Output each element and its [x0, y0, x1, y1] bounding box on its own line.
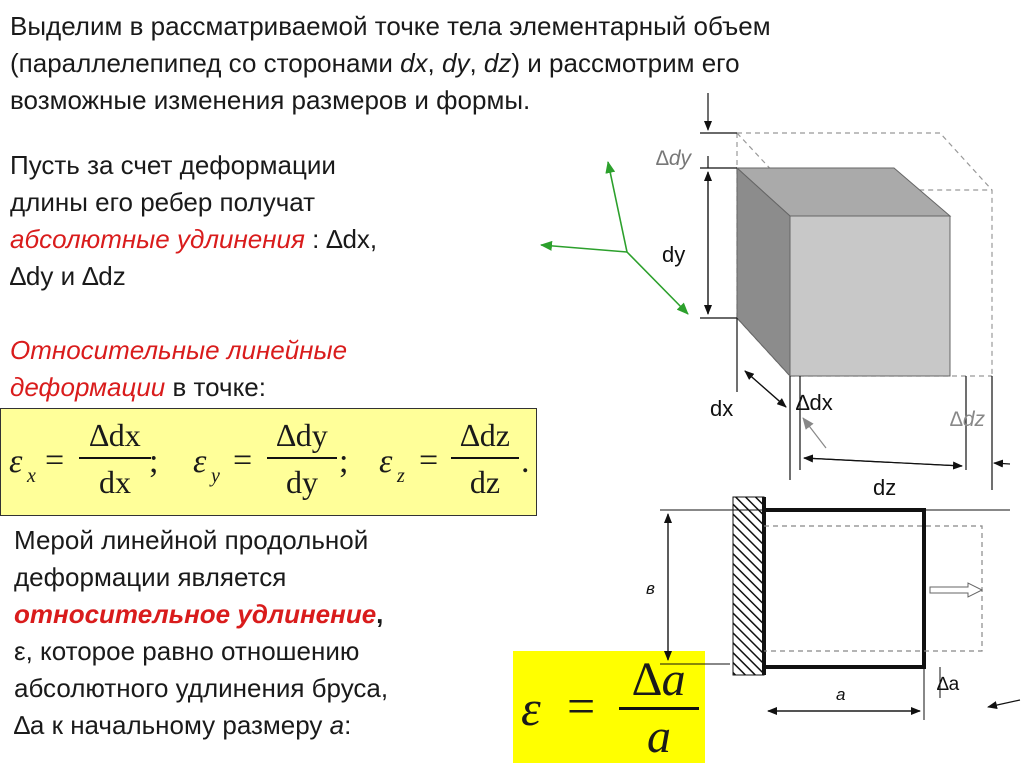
numerator-x: ∆dx [89, 417, 141, 453]
label-dx: dx [710, 396, 734, 421]
label-delta-dx: ∆dx [796, 390, 833, 415]
denominator-x: dx [99, 464, 131, 500]
semicolon-y: ; [339, 443, 349, 480]
period-z: . [521, 443, 530, 480]
axis-left [541, 245, 627, 252]
symbol-dz: dz [483, 48, 512, 78]
measure-line-6-end: : [344, 710, 352, 740]
delta-dx-arrow [803, 418, 826, 448]
deform-line-2: длины его ребер получат [10, 187, 316, 217]
measure-line-6-start: ∆a к начальному размеру [14, 710, 330, 740]
epsilon-x-subscript: x [27, 465, 36, 487]
label-delta-dy: ∆dy [656, 147, 692, 170]
label-dz: dz [873, 475, 897, 500]
measure-line-5: абсолютного удлинения бруса, [14, 673, 389, 703]
numerator-y: ∆dy [276, 417, 328, 453]
intro-line-3: возможные изменения размеров и формы. [10, 85, 531, 115]
intro-line-2-end: ) и рассмотрим его [511, 48, 740, 78]
elementary-cube [737, 168, 950, 376]
epsilon-y-subscript: y [211, 465, 220, 487]
label-dy: dy [662, 242, 686, 267]
cube-front-face [790, 216, 950, 376]
axis-up [608, 162, 627, 252]
label-delta-a: ∆a [937, 674, 960, 695]
numerator-z: ∆dz [460, 417, 510, 453]
deform-line-1: Пусть за счет деформации [10, 150, 336, 180]
epsilon-z-symbol: ε [379, 443, 393, 480]
force-arrow [930, 583, 982, 597]
measure-comma: , [376, 599, 384, 629]
equals-sign-z: = [419, 442, 439, 479]
measure-line-2: деформации является [14, 562, 287, 592]
coordinate-axes [541, 162, 688, 314]
deform-line-3-end: : ∆dx, [304, 224, 378, 254]
relative-deformation-term-1: Относительные линейные [10, 335, 348, 365]
denominator-z: dz [469, 464, 501, 500]
semicolon-x: ; [149, 443, 159, 480]
symbol-dx: dx [400, 48, 428, 78]
intro-line-2-start: (параллелепипед со сторонами [10, 48, 401, 78]
label-delta-dz: ∆dz [950, 408, 986, 431]
original-bar-outline [764, 510, 924, 667]
equals-sign-y: = [233, 442, 253, 479]
separator: , [427, 48, 442, 78]
label-v: в [646, 579, 655, 598]
relative-deformation-term-2: деформации [10, 372, 166, 402]
separator: , [469, 48, 484, 78]
equals-sign-x: = [45, 442, 65, 479]
measure-line-4: ε, которое равно отношению [14, 636, 360, 666]
relative-elongation-term: относительное удлинение [14, 599, 377, 629]
epsilon-z-subscript: z [397, 465, 405, 487]
epsilon-y-symbol: ε [193, 443, 207, 480]
relative-line-2-end: в точке: [165, 372, 266, 402]
intro-line-1: Выделим в рассматриваемой точке тела элементарный объем [10, 11, 771, 41]
denominator-y: dy [286, 464, 318, 500]
epsilon-x-symbol: ε [9, 443, 23, 480]
epsilon-symbol: ε [521, 680, 541, 736]
numerator-delta-a: ∆a [632, 653, 686, 706]
absolute-elongation-term: абсолютные удлинения [10, 224, 305, 254]
symbol-a: a [329, 710, 345, 740]
fixed-wall-hatch [733, 497, 764, 675]
deform-line-4: ∆dy и ∆dz [10, 261, 126, 291]
denominator-a: a [647, 710, 671, 763]
symbol-dy: dy [442, 48, 470, 78]
equals-sign: = [567, 678, 596, 734]
label-a: a [836, 685, 846, 704]
measure-line-1: Мерой линейной продольной [14, 525, 369, 555]
